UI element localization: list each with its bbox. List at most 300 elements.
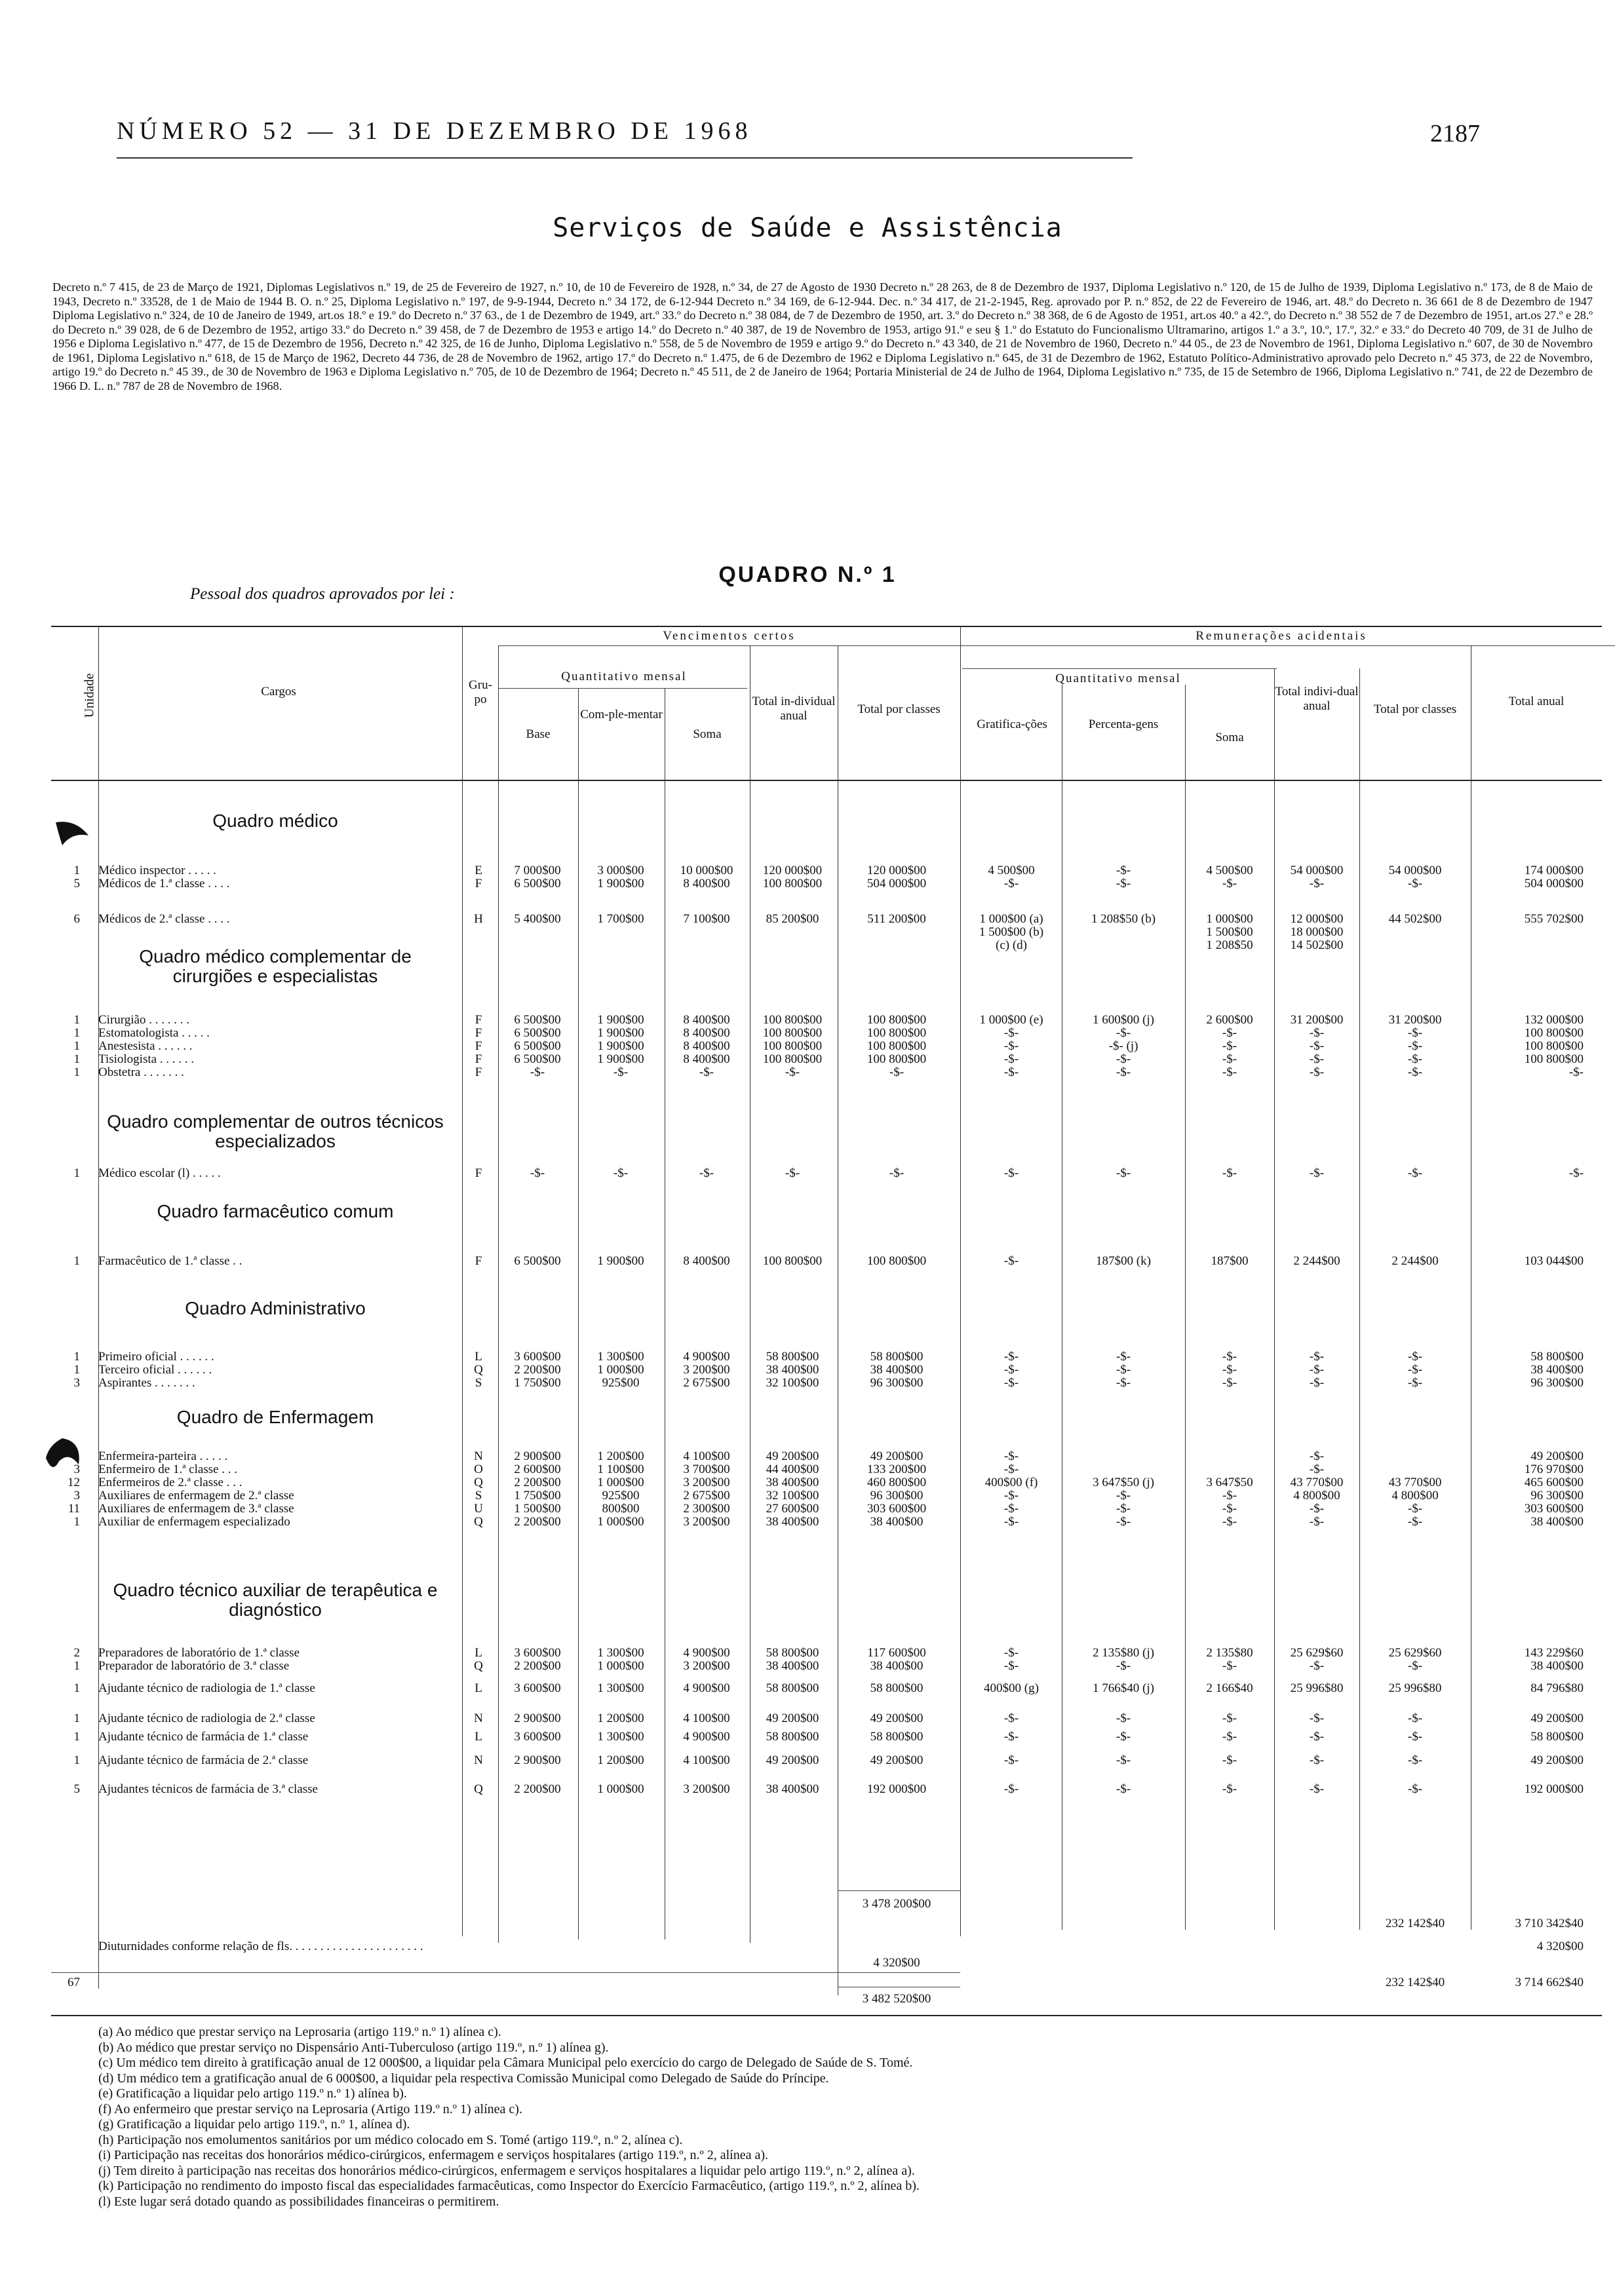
grand-total-remuneracoes: 232 142$40 xyxy=(1385,1976,1445,1989)
cell-tcl2: -$- xyxy=(1407,1166,1423,1180)
cell-soma: 3 200$00 xyxy=(683,1782,730,1796)
cell-perc: 1 766$40 (j) xyxy=(1093,1681,1154,1695)
cell-soma: 8 400$00 xyxy=(683,1039,730,1053)
cell-grat: -$- xyxy=(1003,1065,1019,1079)
cell-totcl: 117 600$00 xyxy=(867,1646,926,1660)
cell-un: 1 xyxy=(73,1449,80,1463)
cell-comp: 1 300$00 xyxy=(597,1681,644,1695)
cell-grat: -$- xyxy=(1003,1254,1019,1268)
cell-grupo: L xyxy=(475,1681,482,1695)
cell-totcl: 504 000$00 xyxy=(866,877,927,890)
table-row xyxy=(0,1782,1615,1797)
cell-tanual: 100 800$00 xyxy=(1524,1039,1584,1053)
cell-base: 2 200$00 xyxy=(514,1659,561,1673)
cell-perc: -$- xyxy=(1116,1753,1131,1767)
cell-base: 2 600$00 xyxy=(514,1463,561,1476)
cell-un: 1 xyxy=(73,1363,80,1377)
cell-totcl: 192 000$00 xyxy=(866,1782,927,1796)
cell-tind2: -$- xyxy=(1309,1753,1325,1767)
cell-perc: -$- (j) xyxy=(1108,1039,1138,1053)
cell-soma2: 2 600$00 xyxy=(1206,1013,1253,1027)
cell-base: 1 500$00 xyxy=(514,1502,561,1516)
cell-cargo: Médico escolar (l) . . . . . xyxy=(98,1166,221,1180)
header-grupo: Gru-po xyxy=(469,678,492,706)
cell-grupo: H xyxy=(474,912,483,926)
header-soma-2: Soma xyxy=(1215,731,1244,744)
cell-base: 3 600$00 xyxy=(514,1681,561,1695)
cell-grat: -$- xyxy=(1003,1659,1019,1673)
cell-perc: -$- xyxy=(1116,1712,1131,1725)
cell-grupo: F xyxy=(475,1254,482,1268)
cell-tind2: -$- xyxy=(1309,1363,1325,1377)
cell-perc: -$- xyxy=(1116,1065,1131,1079)
quantitativo2-rule xyxy=(962,668,1277,669)
cell-tind2: -$- xyxy=(1309,1026,1325,1040)
table-row xyxy=(0,1065,1615,1080)
cell-totind: 100 800$00 xyxy=(762,1039,823,1053)
cell-totind: 58 800$00 xyxy=(766,1350,819,1364)
cell-cargo: Auxiliares de enfermagem de 2.ª classe xyxy=(98,1489,294,1502)
table-row xyxy=(0,1646,1615,1660)
cell-soma2: -$- xyxy=(1222,1052,1237,1066)
table-row xyxy=(0,1026,1615,1041)
cell-perc: -$- xyxy=(1116,877,1131,890)
cell-totcl: 133 200$00 xyxy=(866,1463,927,1476)
cell-tcl2: -$- xyxy=(1407,1039,1423,1053)
cell-un: 1 xyxy=(73,1013,80,1027)
cell-tcl2: 44 502$00 xyxy=(1388,912,1442,926)
cell-totcl: -$- xyxy=(889,1065,905,1079)
cell-tanual: -$- xyxy=(1568,1166,1584,1180)
cell-un: 1 xyxy=(73,1166,80,1180)
cell-grat: -$- xyxy=(1003,1052,1019,1066)
cell-tcl2: -$- xyxy=(1407,1363,1423,1377)
cell-tanual: 504 000$00 xyxy=(1524,877,1584,890)
cell-tcl2: 25 996$80 xyxy=(1388,1681,1442,1695)
units-total: 67 xyxy=(68,1976,80,1989)
cell-tind2: -$- xyxy=(1309,1166,1325,1180)
cell-tind2: -$- xyxy=(1309,1782,1325,1796)
cell-soma2: -$- xyxy=(1222,1659,1237,1673)
cell-base: 3 600$00 xyxy=(514,1350,561,1364)
section-title: Serviços de Saúde e Assistência xyxy=(553,213,1062,243)
cell-base: 7 000$00 xyxy=(514,864,561,877)
grand-total-rem-row xyxy=(0,1976,1615,1990)
cell-cargo: Aspirantes . . . . . . . xyxy=(98,1376,195,1390)
header-total-classes: Total por classes xyxy=(857,702,941,716)
cell-tcl2: 25 629$60 xyxy=(1388,1646,1442,1660)
cell-comp: 1 200$00 xyxy=(597,1753,644,1767)
cell-tind2: 54 000$00 xyxy=(1290,864,1344,877)
cell-un: 3 xyxy=(73,1463,80,1476)
cell-grat: 1 000$00 (e) xyxy=(979,1013,1043,1027)
cell-cargo: Enfermeiro de 1.ª classe . . . xyxy=(98,1463,238,1476)
cell-tanual: 38 400$00 xyxy=(1530,1363,1584,1377)
category-heading: Quadro médico complementar de cirurgiões e especialistas xyxy=(139,946,412,986)
cell-grupo: N xyxy=(474,1449,483,1463)
table-row xyxy=(0,1052,1615,1067)
cell-perc: 1 208$50 (b) xyxy=(1091,912,1156,926)
cell-totind: 58 800$00 xyxy=(766,1681,819,1695)
cell-grat: -$- xyxy=(1003,1782,1019,1796)
header-unidade: Unidade xyxy=(82,673,97,718)
header-remuneracoes: Remunerações acidentais xyxy=(1196,629,1367,643)
cell-un: 6 xyxy=(73,912,80,926)
cell-grupo: F xyxy=(475,1026,482,1040)
cell-base: 2 900$00 xyxy=(514,1712,561,1725)
table-row xyxy=(0,1489,1615,1503)
cell-grat: -$- xyxy=(1003,1463,1019,1476)
cell-cargo: Auxiliar de enfermagem especializado xyxy=(98,1515,290,1529)
cell-soma: 4 900$00 xyxy=(683,1730,730,1744)
cell-totcl: 511 200$00 xyxy=(867,912,926,926)
cell-totind: 49 200$00 xyxy=(766,1712,819,1725)
cell-base: -$- xyxy=(530,1065,545,1079)
cell-base: 3 600$00 xyxy=(514,1730,561,1744)
cell-soma: 4 900$00 xyxy=(683,1681,730,1695)
footnote: (e) Gratificação a liquidar pelo artigo 119.º n.º 1) alínea b). xyxy=(98,2086,407,2101)
cell-totcl: 58 800$00 xyxy=(870,1350,924,1364)
cell-perc: 1 600$00 (j) xyxy=(1093,1013,1154,1027)
table-row xyxy=(0,1013,1615,1027)
cell-tind2: -$- xyxy=(1309,1449,1325,1463)
cell-soma2: -$- xyxy=(1222,1350,1237,1364)
cell-grat: -$- xyxy=(1003,1753,1019,1767)
cell-tanual: 49 200$00 xyxy=(1530,1449,1584,1463)
header-gratificacoes: Gratifica-ções xyxy=(977,718,1047,731)
cell-soma2: 2 166$40 xyxy=(1206,1681,1253,1695)
footnote: (j) Tem direito à participação nas receitas dos honorários médico-cirúrgicos, enfermagem e serviços hospitalares a liquidar pelo artigo 119.º, n.º 2, alínea a). xyxy=(98,2163,915,2178)
cell-soma: 3 700$00 xyxy=(683,1463,730,1476)
cell-base: 2 900$00 xyxy=(514,1753,561,1767)
cell-grat: -$- xyxy=(1003,1449,1019,1463)
cell-perc: -$- xyxy=(1116,1166,1131,1180)
cell-tind2: -$- xyxy=(1309,1065,1325,1079)
cell-perc: -$- xyxy=(1116,1659,1131,1673)
table-row xyxy=(0,1515,1615,1529)
cell-tcl2: -$- xyxy=(1407,1515,1423,1529)
cell-soma2: 2 135$80 xyxy=(1206,1646,1253,1660)
cell-soma: 8 400$00 xyxy=(683,1013,730,1027)
cell-soma: 2 300$00 xyxy=(683,1502,730,1516)
cell-un: 1 xyxy=(73,1254,80,1268)
cell-cargo: Ajudantes técnicos de farmácia de 3.ª classe xyxy=(98,1782,318,1796)
cell-tcl2: -$- xyxy=(1407,1730,1423,1744)
cell-un: 2 xyxy=(73,1646,80,1660)
table-row xyxy=(0,1363,1615,1377)
subtotal-rem-row xyxy=(0,1917,1615,1931)
cell-tind2: -$- xyxy=(1309,1502,1325,1516)
footnote: (i) Participação nas receitas dos honorários médico-cirúrgicos, enfermagem e serviços hospitalares (artigo 119.º, n.º 2, alínea a). xyxy=(98,2148,769,2162)
cell-perc: -$- xyxy=(1116,1515,1131,1529)
cell-tanual: 49 200$00 xyxy=(1530,1753,1584,1767)
quadro-title: QUADRO N.º 1 xyxy=(718,562,897,587)
cell-tanual: 143 229$60 xyxy=(1524,1646,1584,1660)
quadro-subtitle: Pessoal dos quadros aprovados por lei : xyxy=(190,585,455,603)
cell-tanual: 303 600$00 xyxy=(1524,1502,1584,1516)
cell-totind: 85 200$00 xyxy=(766,912,819,926)
category-heading: Quadro médico xyxy=(212,811,338,831)
cell-totind: 49 200$00 xyxy=(766,1753,819,1767)
cell-cargo: Cirurgião . . . . . . . xyxy=(98,1013,189,1027)
cell-base: 6 500$00 xyxy=(514,1013,561,1027)
cell-tcl2: -$- xyxy=(1407,1712,1423,1725)
cell-base: 6 500$00 xyxy=(514,1052,561,1066)
cell-totcl: 100 800$00 xyxy=(866,1013,927,1027)
subtotal-row xyxy=(0,1897,1615,1911)
cell-grupo: F xyxy=(475,1039,482,1053)
diuturnidades-value: 4 320$00 xyxy=(873,1956,920,1970)
cell-cargo: Estomatologista . . . . . xyxy=(98,1026,210,1040)
cell-grat: 4 500$00 xyxy=(988,864,1035,877)
cell-grupo: S xyxy=(475,1376,482,1390)
cell-comp: 1 900$00 xyxy=(597,1052,644,1066)
cell-tanual: 192 000$00 xyxy=(1524,1782,1584,1796)
cell-comp: 1 000$00 xyxy=(597,1782,644,1796)
cell-perc: -$- xyxy=(1116,1026,1131,1040)
cell-totcl: 100 800$00 xyxy=(866,1026,927,1040)
cell-totind: 27 600$00 xyxy=(766,1502,819,1516)
table-row xyxy=(0,1463,1615,1477)
cell-grat: 400$00 (g) xyxy=(984,1681,1039,1695)
cell-soma: 4 100$00 xyxy=(683,1449,730,1463)
cell-soma: 4 100$00 xyxy=(683,1753,730,1767)
cell-grat: -$- xyxy=(1003,1502,1019,1516)
cell-un: 3 xyxy=(73,1489,80,1502)
cell-totcl: 96 300$00 xyxy=(870,1376,924,1390)
cell-base: 2 200$00 xyxy=(514,1515,561,1529)
cell-soma: 2 675$00 xyxy=(683,1376,730,1390)
cell-soma: 8 400$00 xyxy=(683,1254,730,1268)
cell-tind2: 12 000$00 xyxy=(1290,912,1344,926)
cell-soma2: 1 000$00 xyxy=(1206,912,1253,926)
cell-tanual: 58 800$00 xyxy=(1530,1350,1584,1364)
cell-soma: 3 200$00 xyxy=(683,1363,730,1377)
subtotal-classes: 3 478 200$00 xyxy=(862,1897,931,1911)
cell-un: 12 xyxy=(68,1476,80,1489)
cell-tind2: 25 629$60 xyxy=(1290,1646,1344,1660)
cell-totind: 100 800$00 xyxy=(762,1254,823,1268)
table-row xyxy=(0,1502,1615,1516)
cell-tcl2: 43 770$00 xyxy=(1388,1476,1442,1489)
cell-totind: 100 800$00 xyxy=(762,1052,823,1066)
issue-line: NÚMERO 52 — 31 DE DEZEMBRO DE 1968 xyxy=(117,117,752,145)
cell-perc: -$- xyxy=(1116,1376,1131,1390)
category-heading: Quadro complementar de outros técnicos especializados xyxy=(107,1111,444,1151)
cell-un: 1 xyxy=(73,1712,80,1725)
cell-tind2: 25 996$80 xyxy=(1290,1681,1344,1695)
cell-tind2: 2 244$00 xyxy=(1293,1254,1340,1268)
cell-tanual: 132 000$00 xyxy=(1524,1013,1584,1027)
cell-base: 6 500$00 xyxy=(514,1026,561,1040)
cell-grat: -$- xyxy=(1003,1026,1019,1040)
cell-totcl: 100 800$00 xyxy=(866,1052,927,1066)
cell-tanual: -$- xyxy=(1568,1065,1584,1079)
cell-grupo: N xyxy=(474,1712,483,1725)
table-row xyxy=(0,1039,1615,1054)
cell-totcl: 100 800$00 xyxy=(866,1039,927,1053)
cell-soma: 10 000$00 xyxy=(680,864,733,877)
cell-un: 1 xyxy=(73,1026,80,1040)
table-row xyxy=(0,1254,1615,1269)
cell-soma2: 4 500$00 xyxy=(1206,864,1253,877)
cell-soma2: -$- xyxy=(1222,1502,1237,1516)
header-complementar: Com-ple-mentar xyxy=(580,708,663,721)
cell-comp: 1 900$00 xyxy=(597,1254,644,1268)
footnote: (f) Ao enfermeiro que prestar serviço na Leprosaria (Artigo 119.º n.º 1) alínea c). xyxy=(98,2101,522,2116)
grand-total-rule xyxy=(51,1972,960,1973)
quantitativo-rule xyxy=(498,688,747,689)
subtotal-anual: 3 710 342$40 xyxy=(1515,1917,1584,1930)
cell-tcl2: 31 200$00 xyxy=(1388,1013,1442,1027)
cell-tcl2: 2 244$00 xyxy=(1391,1254,1439,1268)
cell-cargo: Enfermeiros de 2.ª classe . . . xyxy=(98,1476,243,1489)
header-vencimentos: Vencimentos certos xyxy=(663,629,796,643)
vencimentos-rule xyxy=(498,645,1615,646)
cell-comp: 1 900$00 xyxy=(597,1026,644,1040)
cell-totind: 38 400$00 xyxy=(766,1363,819,1377)
table-row xyxy=(0,1449,1615,1464)
cell-tind2: 4 800$00 xyxy=(1293,1489,1340,1502)
cell-base: 1 750$00 xyxy=(514,1489,561,1502)
cell-un: 1 xyxy=(73,1350,80,1364)
cell-base: 1 750$00 xyxy=(514,1376,561,1390)
cell-soma2: -$- xyxy=(1222,1782,1237,1796)
header-quant-mensal-2: Quantitativo mensal xyxy=(1055,672,1181,685)
cell-grupo: F xyxy=(475,1052,482,1066)
cell-un: 1 xyxy=(73,1681,80,1695)
cell-totind: -$- xyxy=(785,1065,800,1079)
table-row xyxy=(0,912,1615,927)
diuturnidades-anual: 4 320$00 xyxy=(1536,1940,1584,1953)
header-cargos: Cargos xyxy=(261,685,296,698)
cell-totcl: 49 200$00 xyxy=(870,1712,924,1725)
cell-totind: 100 800$00 xyxy=(762,1026,823,1040)
cell-grupo: N xyxy=(474,1753,483,1767)
cell-soma: 3 200$00 xyxy=(683,1515,730,1529)
cell-grat: -$- xyxy=(1003,1712,1019,1725)
cell-grupo: F xyxy=(475,1065,482,1079)
cell-un: 1 xyxy=(73,1730,80,1744)
cell-comp: 1 900$00 xyxy=(597,1039,644,1053)
cell-cargo: Ajudante técnico de farmácia de 1.ª classe xyxy=(98,1730,309,1744)
cell-comp: 1 100$00 xyxy=(597,1463,644,1476)
cell-cargo: Médicos de 1.ª classe . . . . xyxy=(98,877,230,890)
cell-comp: 1 300$00 xyxy=(597,1646,644,1660)
footnote: (a) Ao médico que prestar serviço na Leprosaria (artigo 119.º n.º 1) alínea c). xyxy=(98,2025,501,2039)
cell-grupo: L xyxy=(475,1646,482,1660)
cell-comp: 1 000$00 xyxy=(597,1363,644,1377)
footnote: (g) Gratificação a liquidar pelo artigo 119.º, n.º 1, alínea d). xyxy=(98,2117,410,2132)
cell-tind2: 43 770$00 xyxy=(1290,1476,1344,1489)
cell-totcl: 38 400$00 xyxy=(870,1363,924,1377)
cell-perc: 187$00 (k) xyxy=(1096,1254,1151,1268)
table-row xyxy=(0,1681,1615,1696)
cell-tanual: 38 400$00 xyxy=(1530,1515,1584,1529)
cell-un: 5 xyxy=(73,877,80,890)
cell-soma: 8 400$00 xyxy=(683,1026,730,1040)
cell-cargo: Auxiliares de enfermagem de 3.ª classe xyxy=(98,1502,294,1516)
legal-references: Decreto n.º 7 415, de 23 de Março de 1921, Diplomas Legislativos n.º 19, de 25 de Fevereiro de 1927, n.º 10, de 10 de Fevereiro de 1928, n.º 34, de 27 de Agosto de 1930 Decreto n.º 28 263, de 8 de Dezembro de 1937, Diploma Legislativo n.º 120, de 15 de Julho de 1939, Diploma Legislativo n.º 173, de 8 de Maio de 1943, Decreto n.º 33528, de 1 de Maio de 1944 B. O. n.º 25, Diploma Legislativo n.º 197, de 9-9-1944, Decreto n.º 34 172, de 6-12-944 Decreto n.º 34 169, de 6-12-944. Dec. n.º 34 417, de 21-2-1945, Reg. aprovado por P. n.º 852, de 22 de Fevereiro de 1946, art. 48.º do Decreto n. 36 661 de 8 de Dezembro de 1947 Diploma Legislativo n.º 324, de 10 de Janeiro de 1949, art.os 18.º e 19.º do Decreto n.º 37 63., de 1 de Dezembro de 1949, art.º 33.º do Decreto n.º 38 084, de 7 de Dezembro de 1950, art. 3.º do Decreto n.º 38 368, de 6 de Agosto de 1951, art.os 40.º a 42.º, do Decreto n.º 38 552 de 7 de Dezembro de 1951, art.os 27.º e 28.º do Decreto n.º 39 028, de 6 de Dezembro de 1952, artigo 33.º do Decreto n.º 39 458, de 7 de Dezembro de 1953 e artigo 14.º do Decreto n.º 40 387, de 19 de Novembro de 1953, artigo 91.º e seu § 1.º do Estatuto do Funcionalismo Ultramarino, artigos 1.º a 3.º, 10.º, 17.º, 32.º e 33.º do Decreto 40 709, de 31 de Julho de 1956 e Diploma Legislativo n.º 477, de 15 de Dezembro de 1956, Decreto n.º 42 325, de 16 de Junho, Diploma Legislativo n.º 558, de 5 de Novembro de 1959 e artigo 9.º do Decreto n.º 43 340, de 21 de Novembro de 1960, Decreto n.º 44 05., de 23 de Novembro de 1961, Diploma Legislativo n.º 607, de 30 de Novembro de 1961, Diploma Legislativo n.º 618, de 15 de Março de 1962, Decreto 44 736, de 28 de Novembro de 1962, artigo 17.º do Decreto n.º 1.475, de 6 de Dezembro de 1962 e Diploma Legislativo n.º 645, de 31 de Dezembro de 1962, Estatuto Político-Administrativo aprovado pelo Decreto n.º 45 373, de 22 de Novembro, artigo 19.º do Decreto n.º 45 39., de 30 de Novembro de 1963 e Diploma Legislativo n.º 705, de 10 de Dezembro de 1964; Decreto n.º 45 511, de 2 de Janeiro de 1964; Portaria Ministerial de 24 de Julho de 1964, Diploma Legislativo n.º 735, de 15 de Setembro de 1966, Diploma Legislativo n.º 741, de 22 de Dezembro de 1966 D. L. n.º 787 de 28 de Novembro de 1968. xyxy=(52,280,1593,392)
cell-cargo: Preparadores de laboratório de 1.ª classe xyxy=(98,1646,300,1660)
cell-grupo: L xyxy=(475,1350,482,1364)
cell-un: 1 xyxy=(73,1659,80,1673)
cell-comp: 1 200$00 xyxy=(597,1712,644,1725)
cell-grupo: Q xyxy=(474,1659,483,1673)
grand-total-row xyxy=(0,1992,1615,2006)
cell-comp: 800$00 xyxy=(602,1502,640,1516)
cell-cargo: Ajudante técnico de radiologia de 2.ª classe xyxy=(98,1712,315,1725)
cell-soma2: -$- xyxy=(1222,1026,1237,1040)
table-row xyxy=(0,864,1615,878)
cell-soma2: -$- xyxy=(1222,1065,1237,1079)
cell-soma2: -$- xyxy=(1222,1753,1237,1767)
cell-tanual: 465 600$00 xyxy=(1524,1476,1584,1489)
cell-tanual: 96 300$00 xyxy=(1530,1489,1584,1502)
cell-perc: -$- xyxy=(1116,864,1131,877)
table-row xyxy=(0,877,1615,891)
cell-perc: -$- xyxy=(1116,1730,1131,1744)
cell-tcl2: -$- xyxy=(1407,877,1423,890)
cell-tcl2: -$- xyxy=(1407,1376,1423,1390)
cell-soma: 3 200$00 xyxy=(683,1659,730,1673)
cell-soma2: 187$00 xyxy=(1211,1254,1249,1268)
cell-totind: 38 400$00 xyxy=(766,1476,819,1489)
cell-grat: 1 500$00 (b) xyxy=(979,925,1044,939)
cell-comp: 1 900$00 xyxy=(597,877,644,890)
cell-totcl: 303 600$00 xyxy=(866,1502,927,1516)
table-row xyxy=(0,1659,1615,1674)
cell-perc: -$- xyxy=(1116,1502,1131,1516)
cell-tind2: -$- xyxy=(1309,1730,1325,1744)
cell-grupo: E xyxy=(475,864,482,877)
cell-totcl: 58 800$00 xyxy=(870,1730,924,1744)
cell-cargo: Ajudante técnico de farmácia de 2.ª classe xyxy=(98,1753,309,1767)
cell-grupo: S xyxy=(475,1489,482,1502)
cell-tanual: 38 400$00 xyxy=(1530,1659,1584,1673)
cell-totind: 100 800$00 xyxy=(762,1013,823,1027)
cell-grat: -$- xyxy=(1003,877,1019,890)
header-soma: Soma xyxy=(693,727,722,741)
cell-tanual: 58 800$00 xyxy=(1530,1730,1584,1744)
cell-totcl: -$- xyxy=(889,1166,905,1180)
cell-grat: (c) (d) xyxy=(996,938,1027,952)
cell-soma2: -$- xyxy=(1222,877,1237,890)
cell-cargo: Enfermeira-parteira . . . . . xyxy=(98,1449,228,1463)
cell-grupo: F xyxy=(475,877,482,890)
cell-cargo: Anestesista . . . . . . xyxy=(98,1039,193,1053)
cell-tcl2: -$- xyxy=(1407,1052,1423,1066)
cell-base: 2 200$00 xyxy=(514,1476,561,1489)
subtotal-rule xyxy=(838,1890,960,1891)
col-line xyxy=(498,645,499,1943)
table-row xyxy=(0,1376,1615,1390)
table-row xyxy=(0,1476,1615,1490)
header-total-classes-2: Total por classes xyxy=(1373,702,1457,716)
cell-totind: 38 400$00 xyxy=(766,1659,819,1673)
cell-grat: -$- xyxy=(1003,1166,1019,1180)
cell-tanual: 84 796$80 xyxy=(1530,1681,1584,1695)
cell-grupo: Q xyxy=(474,1476,483,1489)
cell-grat: -$- xyxy=(1003,1515,1019,1529)
cell-grat: -$- xyxy=(1003,1730,1019,1744)
cell-grat: 400$00 (f) xyxy=(984,1476,1038,1489)
cell-comp: 1 000$00 xyxy=(597,1659,644,1673)
cell-un: 1 xyxy=(73,1515,80,1529)
cell-tcl2: -$- xyxy=(1407,1065,1423,1079)
header-percentagens: Percenta-gens xyxy=(1088,718,1159,731)
cell-grat: -$- xyxy=(1003,1039,1019,1053)
